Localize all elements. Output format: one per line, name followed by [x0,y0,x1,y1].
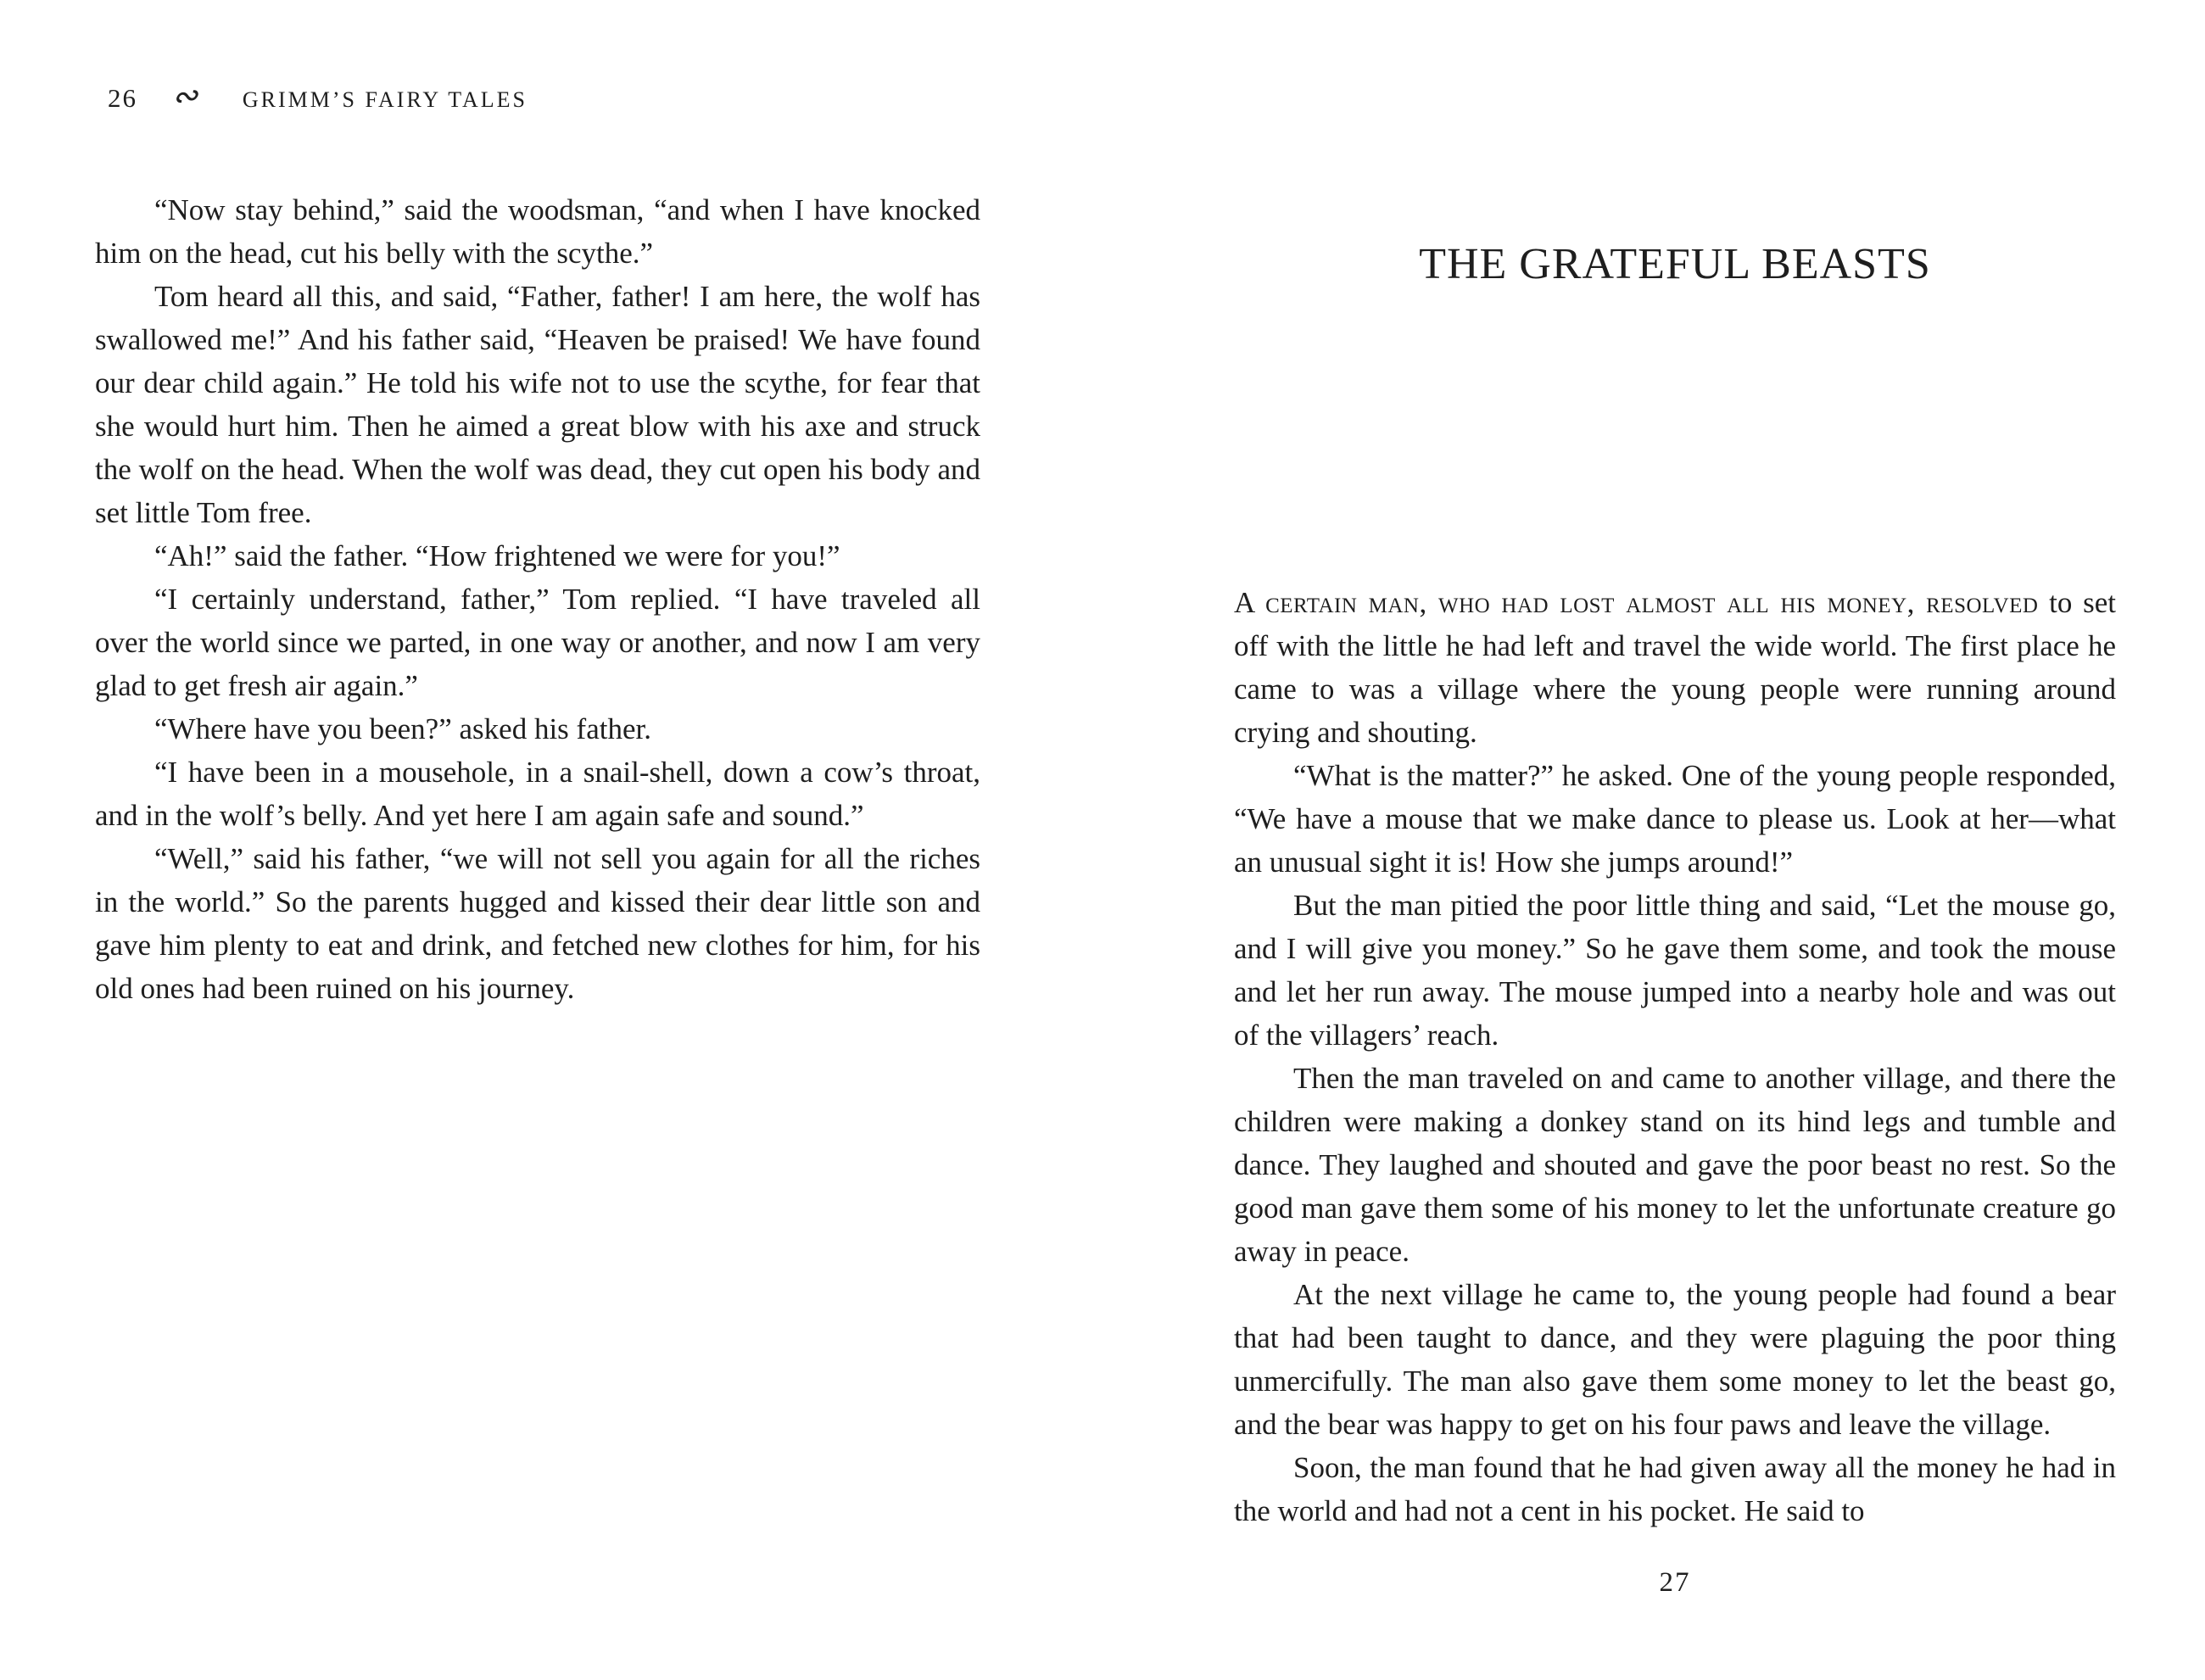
paragraph: “Ah!” said the father. “How frightened we were for you!” [154,539,840,572]
header-ornament-icon: ∾ [169,76,201,117]
paragraph: Soon, the man found that he had given away all the money he had in the world and had not a cent in his pocket. He said to [1234,1451,2116,1527]
paragraph: At the next village he came to, the young people had found a bear that had been taught to dance, and they were plaguing the poor thing unmercifully. The man also gave them some money to let the beast go, and the bear was happy to get on his four paws and leave the village. [1234,1278,2116,1441]
running-header [95,76,980,117]
paragraph: Tom heard all this, and said, “Father, father! I am here, the wolf has swallowed me!” And his father said, “Heaven be praised! We have found our dear child again.” He told his wife not to use the scythe, for fear that she would hurt him. Then he aimed a great blow with his axe and struck the wolf on the head. When the wolf was dead, they cut open his body and set little Tom free. [95,280,980,529]
paragraph: “I certainly understand, father,” Tom replied. “I have traveled all over the world since we parted, in one way or another, and now I am very glad to get fresh air again.” [95,583,980,702]
paragraph: But the man pitied the poor little thing and said, “Let the mouse go, and I will give you money.” So he gave them some, and took the mouse and let her run away. The mouse jumped into a nearby hole and was out of the villagers’ reach. [1234,889,2116,1052]
right-page-text [1234,581,2116,1532]
paragraph: “Well,” said his father, “we will not sell you again for all the riches in the world.” So the parents hugged and kissed their dear little son and gave him plenty to eat and drink, and fetched new clothes for him, for his old ones had been ruined on his journey. [95,842,980,1005]
small-caps-lead-in: A certain man, who had lost almost all his money, resolved [1234,586,2039,619]
left-page-number: 26 [108,83,137,113]
paragraph: “Now stay behind,” said the woodsman, “and when I have knocked him on the head, cut his belly with the scythe.” [95,193,980,270]
opening-paragraph [1234,581,2116,754]
running-book-title: GRIMM’S FAIRY TALES [242,87,528,112]
paragraph: “Where have you been?” asked his father. [154,712,651,745]
right-page-number: 27 [1659,1567,1691,1598]
right-page [1234,239,2116,1532]
left-page-text [95,188,980,1010]
paragraph: Then the man traveled on and came to another village, and there the children were making a donkey stand on its hind legs and tumble and dance. They laughed and shouted and gave the poor beast no rest. So the good man gave them some of his money to let the unfortunate creature go away in peace. [1234,1062,2116,1268]
paragraph: “I have been in a mousehole, in a snail-shell, down a cow’s throat, and in the wolf’s belly. And yet here I am again safe and sound.” [95,756,980,832]
paragraph: “What is the matter?” he asked. One of the young people responded, “We have a mouse that we make dance to please us. Look at her—what an unusual sight it is! How she jumps around!” [1234,759,2116,879]
opening-paragraph-continuation: to set off with the little he had left and travel the wide world. The first place he came to was a village where the young people were running around crying and shouting. [1234,586,2116,749]
left-page [95,76,980,1010]
chapter-title: THE GRATEFUL BEASTS [1419,240,1931,288]
